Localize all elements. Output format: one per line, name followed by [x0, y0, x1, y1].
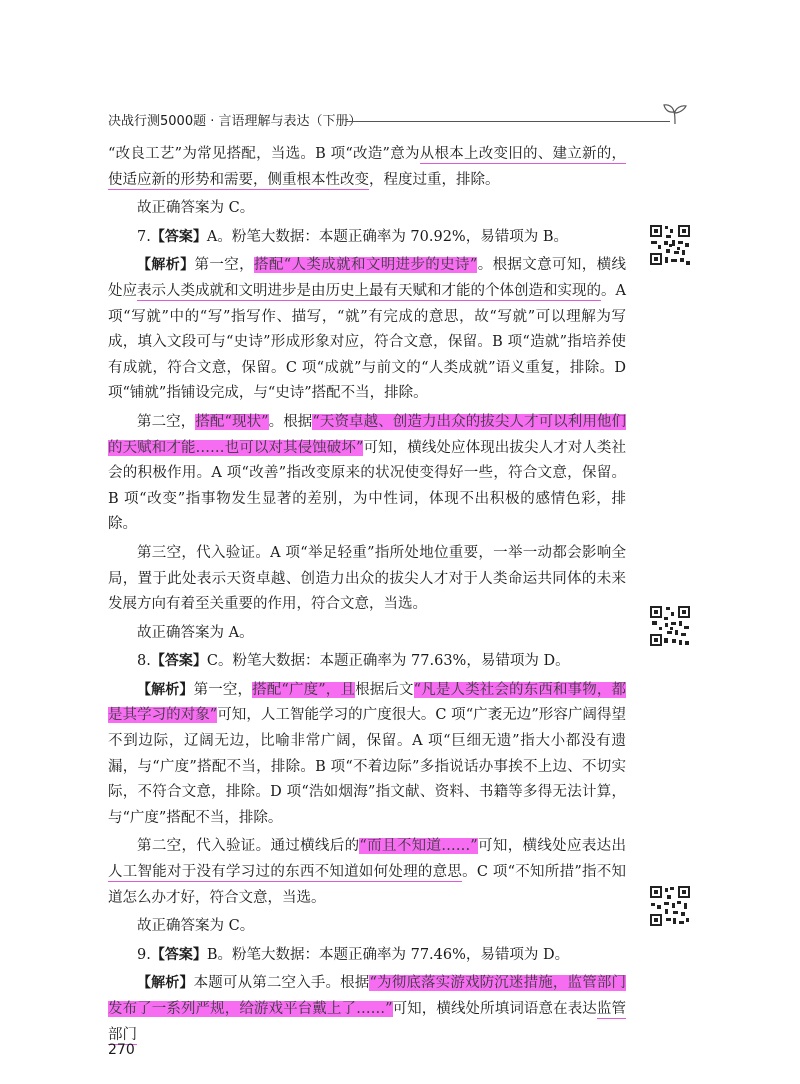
highlight-text: 搭配“广度”，且 — [252, 681, 356, 698]
question-9-analysis: 【解析】本题可从第二空入手。根据“为彻底落实游戏防沉迷措施，监管部门发布了一系列严规，给游戏平台戴上了……”可知，横线处所填词语意在表达监管部门 — [108, 975, 627, 1043]
question-9-answer: 9.【答案】B。粉笔大数据：本题正确率为 77.46%，易错项为 D。 — [137, 946, 570, 963]
sprout-icon — [662, 102, 688, 126]
question-7-analysis-blank-2: 第二空，搭配“现状”。根据“天资卓越、创造力出众的拔尖人才可以利用他们的天赋和才能……也可以对其侵蚀破坏”可知，横线处应体现出拔尖人才对人类社会的积极作用。A 项“改善”指改变原来的状况使变得好一些，符合文意，保留。B 项“改变”指事物发生显著的差别，为中性词，体现不出积极的感情色彩，排除。 — [108, 413, 627, 533]
underline-text: 监管部门 — [108, 1001, 626, 1043]
qr-code-icon[interactable] — [648, 223, 692, 267]
analysis-label: 【解析】 — [137, 681, 194, 698]
running-header — [108, 106, 688, 132]
answer-label: 【答案】 — [150, 228, 207, 245]
paragraph: “改良工艺”为常见搭配，当选。B 项“改造”意为从根本上改变旧的、建立新的，使适应新的形势和需要，侧重根本性改变，程度过重，排除。 — [108, 146, 626, 188]
question-7-analysis-blank-3: 第三空，代入验证。A 项“举足轻重”指所处地位重要，一举一动都会影响全局，置于此处表示天资卓越、创造力出众的拔尖人才对于人类命运共同体的未来发展方向有着至关重要的作用，符合文意，当选。 — [108, 544, 626, 613]
underline-text: 使适应新的形势和需要，侧重根本性改变 — [108, 171, 369, 188]
highlight-text: 搭配“人类成就和文明进步的史诗” — [253, 257, 478, 274]
qr-code-icon[interactable] — [648, 604, 692, 648]
question-7-analysis-blank-1: 【解析】第一空，搭配“人类成就和文明进步的史诗”。根据文意可知，横线处应表示人类成就和文明进步是由历史上最有天赋和才能的个体创造和实现的。A 项“写就”中的“写”指写作、描写，“就”有完成的意思，故“写就”可以理解为写成，填入文段可与“史诗”形成形象对应，符合文意，保留。B 项“造就”指培养使有成就，符合文意，保留。C 项“成就”与前文的“人类成就”语义重复，排除。D 项“铺就”指铺设完成，与“史诗”搭配不当，排除。 — [108, 257, 627, 402]
underline-text: 表示人类成就和文明进步是由历史上最有天赋和才能的个体创造和实现的 — [137, 282, 602, 299]
header-rule — [346, 121, 670, 122]
answer-text-body — [108, 142, 626, 1048]
book-title: 决战行测5000题 · 言语理解与表达（下册） — [108, 114, 362, 129]
highlight-text: “而且不知道……” — [359, 838, 478, 855]
answer-label: 【答案】 — [150, 653, 207, 670]
question-7-answer: 7.【答案】A。粉笔大数据：本题正确率为 70.92%，易错项为 B。 — [137, 228, 568, 245]
question-8-answer: 8.【答案】C。粉笔大数据：本题正确率为 77.63%，易错项为 D。 — [137, 653, 570, 670]
page-number: 270 — [108, 1042, 135, 1058]
underline-text: 人工智能对于没有学习过的东西不知道如何处理的意思 — [108, 864, 463, 881]
question-8-analysis-blank-1: 【解析】第一空，搭配“广度”，且根据后文“凡是人类社会的东西和事物，都是其学习的对象”可知，人工智能学习的广度很大。C 项“广袤无边”形容广阔得望不到边际，辽阔无边，比喻非常广阔，保留。A 项“巨细无遗”指大小都没有遗漏，与“广度”搭配不当，排除。B 项“不着边际”多指说话办事挨不上边、不切实际，不符合文意，排除。D 项“浩如烟海”指文献、资料、书籍等多得无法计算，与“广度”搭配不当，排除。 — [108, 681, 627, 826]
qr-code-icon[interactable] — [648, 884, 692, 928]
highlight-text: “为彻底落实游戏防沉迷措施，监管部门发布了一系列严规，给游戏平台戴上了……” — [108, 975, 627, 1017]
underline-text: 从根本上改变旧的、建立新的， — [419, 146, 626, 162]
answer-label: 【答案】 — [150, 946, 207, 963]
analysis-label: 【解析】 — [137, 257, 195, 274]
highlight-text: “凡是人类社会的东西和事物，都是其学习的对象” — [108, 681, 627, 724]
paragraph: 故正确答案为 A。 — [137, 624, 254, 641]
paragraph: 故正确答案为 C。 — [137, 918, 255, 935]
question-8-analysis-blank-2: 第二空，代入验证。通过横线后的“而且不知道……”可知，横线处应表达出人工智能对于没有学习过的东西不知道如何处理的意思。C 项“不知所措”指不知道怎么办才好，符合文意，当选。 — [108, 838, 627, 906]
paragraph: 故正确答案为 C。 — [137, 200, 255, 217]
highlight-text: 搭配“现状” — [195, 413, 269, 430]
highlight-text: “天资卓越、创造力出众的拔尖人才可以利用他们的天赋和才能……也可以对其侵蚀破坏” — [108, 413, 627, 456]
analysis-label: 【解析】 — [137, 975, 194, 992]
